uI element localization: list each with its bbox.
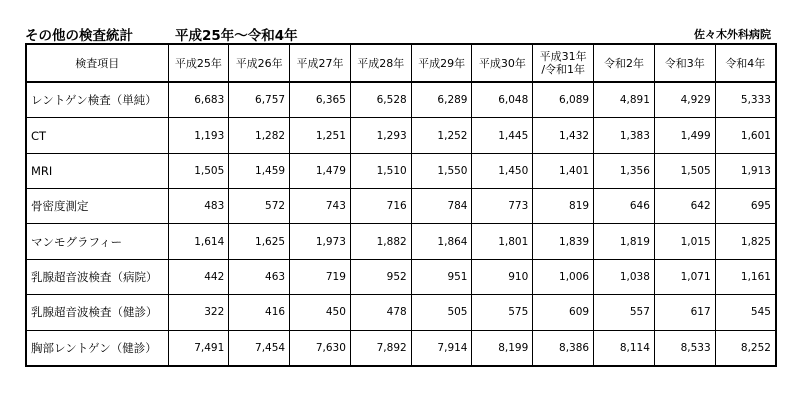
- table-cell-value: 1,625: [229, 224, 290, 259]
- table-cell-value: 1,161: [715, 259, 776, 294]
- table-cell-value: 1,882: [350, 224, 411, 259]
- table-cell-value: 646: [594, 189, 655, 224]
- table-cell-value: 4,929: [654, 82, 715, 118]
- table-cell-value: 6,048: [472, 82, 533, 118]
- table-cell-value: 7,630: [290, 330, 351, 366]
- row-label: 乳腺超音波検査（健診）: [26, 295, 168, 330]
- table-cell-value: 1,825: [715, 224, 776, 259]
- table-body: [26, 82, 776, 366]
- table-cell-value: 8,386: [533, 330, 594, 366]
- report-period: 平成25年～令和4年: [175, 28, 298, 44]
- column-header-year: 平成30年: [472, 44, 533, 82]
- table-cell-value: 1,383: [594, 118, 655, 153]
- column-header-year: 令和3年: [654, 44, 715, 82]
- table-cell-value: 1,479: [290, 153, 351, 188]
- table-cell-value: 1,071: [654, 259, 715, 294]
- table-cell-value: 1,282: [229, 118, 290, 153]
- table-cell-value: 1,505: [168, 153, 229, 188]
- table-cell-value: 1,459: [229, 153, 290, 188]
- table-cell-value: 505: [411, 295, 472, 330]
- table-cell-value: 1,801: [472, 224, 533, 259]
- column-header-exam-item: 検査項目: [26, 44, 168, 82]
- table-cell-value: 6,089: [533, 82, 594, 118]
- table-cell-value: 572: [229, 189, 290, 224]
- table-cell-value: 910: [472, 259, 533, 294]
- table-cell-value: 1,601: [715, 118, 776, 153]
- table-cell-value: 642: [654, 189, 715, 224]
- table-cell-value: 8,114: [594, 330, 655, 366]
- table-row: [26, 295, 776, 330]
- table-cell-value: 1,445: [472, 118, 533, 153]
- table-cell-value: 6,289: [411, 82, 472, 118]
- table-cell-value: 719: [290, 259, 351, 294]
- table-cell-value: 1,819: [594, 224, 655, 259]
- report-header: [25, 24, 775, 42]
- column-header-year: 平成28年: [350, 44, 411, 82]
- table-cell-value: 483: [168, 189, 229, 224]
- column-header-year: 令和4年: [715, 44, 776, 82]
- table-cell-value: 819: [533, 189, 594, 224]
- table-header-row: [26, 44, 776, 82]
- row-label: レントゲン検査（単純）: [26, 82, 168, 118]
- hospital-name: 佐々木外科病院: [694, 28, 771, 41]
- table-cell-value: 8,199: [472, 330, 533, 366]
- table-cell-value: 1,193: [168, 118, 229, 153]
- table-cell-value: 6,528: [350, 82, 411, 118]
- table-cell-value: 773: [472, 189, 533, 224]
- row-label: マンモグラフィー: [26, 224, 168, 259]
- table-cell-value: 1,550: [411, 153, 472, 188]
- table-row: [26, 189, 776, 224]
- table-cell-value: 6,365: [290, 82, 351, 118]
- column-header-year: 平成27年: [290, 44, 351, 82]
- table-cell-value: 442: [168, 259, 229, 294]
- table-cell-value: 952: [350, 259, 411, 294]
- table-cell-value: 1,614: [168, 224, 229, 259]
- table-row: [26, 330, 776, 366]
- table-cell-value: 609: [533, 295, 594, 330]
- table-cell-value: 322: [168, 295, 229, 330]
- table-cell-value: 450: [290, 295, 351, 330]
- table-cell-value: 7,892: [350, 330, 411, 366]
- exam-statistics-table: [25, 43, 777, 367]
- table-cell-value: 1,510: [350, 153, 411, 188]
- table-cell-value: 1,505: [654, 153, 715, 188]
- table-cell-value: 1,356: [594, 153, 655, 188]
- table-cell-value: 545: [715, 295, 776, 330]
- table-cell-value: 1,973: [290, 224, 351, 259]
- row-label: 胸部レントゲン（健診）: [26, 330, 168, 366]
- table-cell-value: 7,914: [411, 330, 472, 366]
- table-cell-value: 1,499: [654, 118, 715, 153]
- table-cell-value: 695: [715, 189, 776, 224]
- column-header-year: 平成29年: [411, 44, 472, 82]
- table-cell-value: 1,015: [654, 224, 715, 259]
- table-cell-value: 4,891: [594, 82, 655, 118]
- table-cell-value: 1,450: [472, 153, 533, 188]
- table-cell-value: 716: [350, 189, 411, 224]
- table-cell-value: 1,006: [533, 259, 594, 294]
- table-cell-value: 575: [472, 295, 533, 330]
- column-header-year: 平成25年: [168, 44, 229, 82]
- table-cell-value: 1,913: [715, 153, 776, 188]
- report-title: その他の検査統計: [25, 28, 133, 44]
- table-cell-value: 416: [229, 295, 290, 330]
- row-label: 骨密度測定: [26, 189, 168, 224]
- table-cell-value: 1,432: [533, 118, 594, 153]
- table-cell-value: 8,252: [715, 330, 776, 366]
- row-label: MRI: [26, 153, 168, 188]
- table-cell-value: 951: [411, 259, 472, 294]
- table-cell-value: 1,251: [290, 118, 351, 153]
- row-label: 乳腺超音波検査（病院）: [26, 259, 168, 294]
- table-cell-value: 784: [411, 189, 472, 224]
- column-header-year: 平成26年: [229, 44, 290, 82]
- column-header-year: 平成31年 /令和1年: [533, 44, 594, 82]
- table-row: [26, 82, 776, 118]
- table-row: [26, 153, 776, 188]
- table-cell-value: 557: [594, 295, 655, 330]
- table-cell-value: 1,293: [350, 118, 411, 153]
- table-cell-value: 5,333: [715, 82, 776, 118]
- table-cell-value: 1,401: [533, 153, 594, 188]
- table-cell-value: 1,252: [411, 118, 472, 153]
- table-cell-value: 1,839: [533, 224, 594, 259]
- column-header-year: 令和2年: [594, 44, 655, 82]
- table-cell-value: 6,757: [229, 82, 290, 118]
- table-cell-value: 1,864: [411, 224, 472, 259]
- table-row: [26, 118, 776, 153]
- row-label: CT: [26, 118, 168, 153]
- table-cell-value: 6,683: [168, 82, 229, 118]
- table-cell-value: 1,038: [594, 259, 655, 294]
- table-cell-value: 478: [350, 295, 411, 330]
- table-cell-value: 7,491: [168, 330, 229, 366]
- table-cell-value: 743: [290, 189, 351, 224]
- table-row: [26, 259, 776, 294]
- table-cell-value: 8,533: [654, 330, 715, 366]
- table-cell-value: 463: [229, 259, 290, 294]
- table-row: [26, 224, 776, 259]
- table-cell-value: 7,454: [229, 330, 290, 366]
- table-cell-value: 617: [654, 295, 715, 330]
